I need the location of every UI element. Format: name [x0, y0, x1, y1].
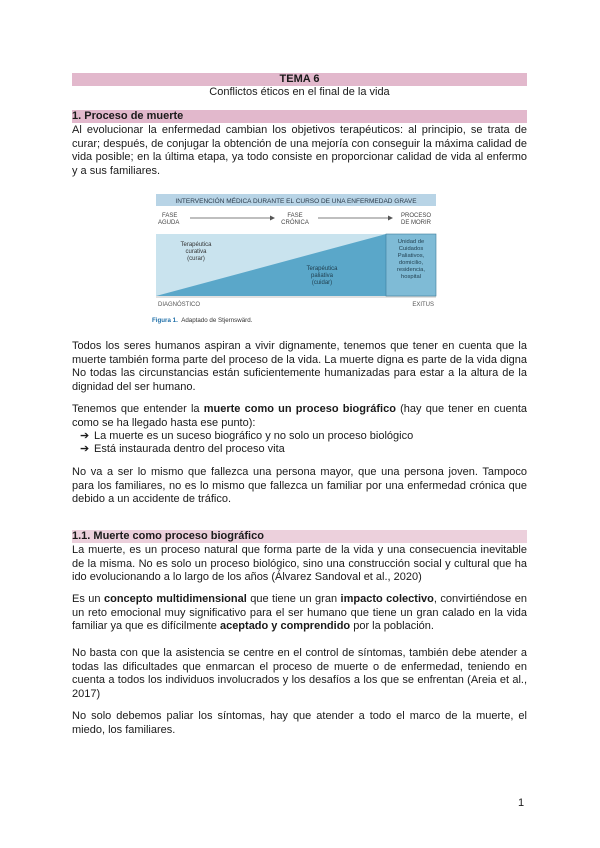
bullet-text: La muerte es un suceso biográfico y no solo un proceso biológico: [94, 430, 414, 442]
document-title: TEMA 6: [72, 73, 527, 86]
p-text-c: que tiene un gran: [246, 593, 341, 605]
paragraph-ejemplos: No va a ser lo mismo que fallezca una persona mayor, que una persona joven. Tampoco para los familiares, no es lo mismo que fallezca un familiar por una enfermedad crónica que debido a un accidente de tráfico.: [72, 466, 527, 505]
figure-caption-text: Adaptado de Stjernswärd.: [181, 317, 253, 324]
figure-banner-text: INTERVENCIÓN MÉDICA DURANTE EL CURSO DE UNA ENFERMEDAD GRAVE: [175, 198, 417, 205]
figure-axis-end: EXITUS: [412, 302, 434, 308]
p2-text-a: Tenemos que entender la: [72, 403, 204, 415]
bullet-list: [72, 430, 527, 456]
bullet-text: Está instaurada dentro del proceso vita: [94, 443, 285, 455]
figure-palliative-l2: paliativa: [310, 273, 334, 279]
figure-phase-aguda-1: FASE: [162, 213, 178, 219]
section-heading-muerte-biografica: 1.1. Muerte como proceso biográfico: [72, 530, 527, 543]
figure-units-l2: Cuidados: [398, 246, 424, 252]
p-text-bold-3: aceptado y comprendido: [219, 620, 351, 632]
p-text-bold-2: impacto colectivo: [340, 593, 434, 605]
paragraph-asistencia: No basta con que la asistencia se centre en el control de síntomas, también debe atender a todas las dificultades que enmarcan el proceso de muerte o de enfermedad, teniendo en cuenta a todos los individuos involucrados y los desafíos a los que se enfrentan (Areia et al., 2017): [72, 647, 527, 700]
section-heading-proceso-muerte: 1. Proceso de muerte: [72, 110, 527, 123]
paragraph-dignidad: Todos los seres humanos aspiran a vivir dignamente, tenemos que tener en cuenta que la muerte también forma parte del proceso de la vida. La muerte digna es parte de la vida digna No todas las circunstancias están suficientemente humanizadas para estar a la altura de la dignidad del ser humano.: [72, 340, 527, 393]
figure-palliative-l3: (cuidar): [311, 280, 333, 286]
figure-units-l5: residencia,: [396, 267, 426, 273]
figure-intervention-chart: [150, 190, 442, 330]
p2-text-b: (hay que tener en cuenta como se ha llegado hasta ese punto):: [72, 403, 527, 429]
p2-text-bold: muerte como un proceso biográfico: [203, 403, 396, 415]
arrow-right-icon: ➔: [80, 443, 90, 455]
p-text-e: , convirtiéndose en un reto emocional muy significativo para el ser humano que tiene un gran calado en la vida familiar ya que es difícilmente: [72, 593, 527, 632]
figure-caption-label: Figura 1.: [152, 317, 178, 324]
figure-curative-l3: (curar): [187, 256, 205, 262]
figure-phase-aguda-2: AGUDA: [158, 220, 180, 226]
p-text-bold-1: concepto multidimensional: [103, 593, 247, 605]
paragraph-multidimensional: [72, 593, 527, 634]
paragraph-paliar: No solo debemos paliar los síntomas, hay que atender a todo el marco de la muerte, el miedo, los familiares.: [72, 710, 527, 736]
arrow-right-icon: ➔: [80, 430, 90, 442]
figure-units-l1: Unidad de: [397, 239, 425, 245]
list-item: [72, 443, 527, 456]
p-text-a: Es un: [72, 593, 104, 605]
document-subtitle: Conflictos éticos en el final de la vida: [209, 86, 390, 98]
paragraph-muerte-natural: La muerte, es un proceso natural que forma parte de la vida y una consecuencia inevitable de la misma. No es solo un proceso biológico, sino una construcción social y cultural que ha ido evolucionando a lo largo de los años (Álvarez Sandoval et al., 2020): [72, 544, 527, 583]
section-intro-paragraph: Al evolucionar la enfermedad cambian los objetivos terapéuticos: al principio, se trata de curar; después, de conjugar la obtención de una mejoría con conseguir la máxima calidad de vida posible; en la última etapa, ya todo consiste en proporcionar calidad de vida al enfermo y a sus familiares.: [72, 124, 527, 177]
figure-phase-morir-1: PROCESO: [400, 213, 432, 219]
figure-units-l4: domicilio,: [398, 260, 424, 266]
figure-phase-morir-2: DE MORIR: [401, 220, 431, 226]
figure-palliative-l1: Terapéutica: [306, 266, 338, 272]
figure-curative-l2: curativa: [185, 249, 207, 255]
figure-units-l3: Paliativos,: [397, 253, 425, 259]
figure-units-l6: hospital: [401, 274, 421, 280]
figure-caption: [152, 317, 253, 324]
list-item: [72, 430, 527, 443]
figure-phase-cronica-1: FASE: [287, 213, 303, 219]
figure-phase-cronica-2: CRÓNICA: [281, 220, 309, 226]
paragraph-proceso-biografico: [72, 403, 527, 430]
figure-axis-start: DIAGNÓSTICO: [158, 302, 201, 308]
figure-curative-l1: Terapéutica: [180, 242, 212, 248]
page-number: 1: [518, 797, 525, 809]
p-text-g: por la población.: [350, 620, 434, 632]
